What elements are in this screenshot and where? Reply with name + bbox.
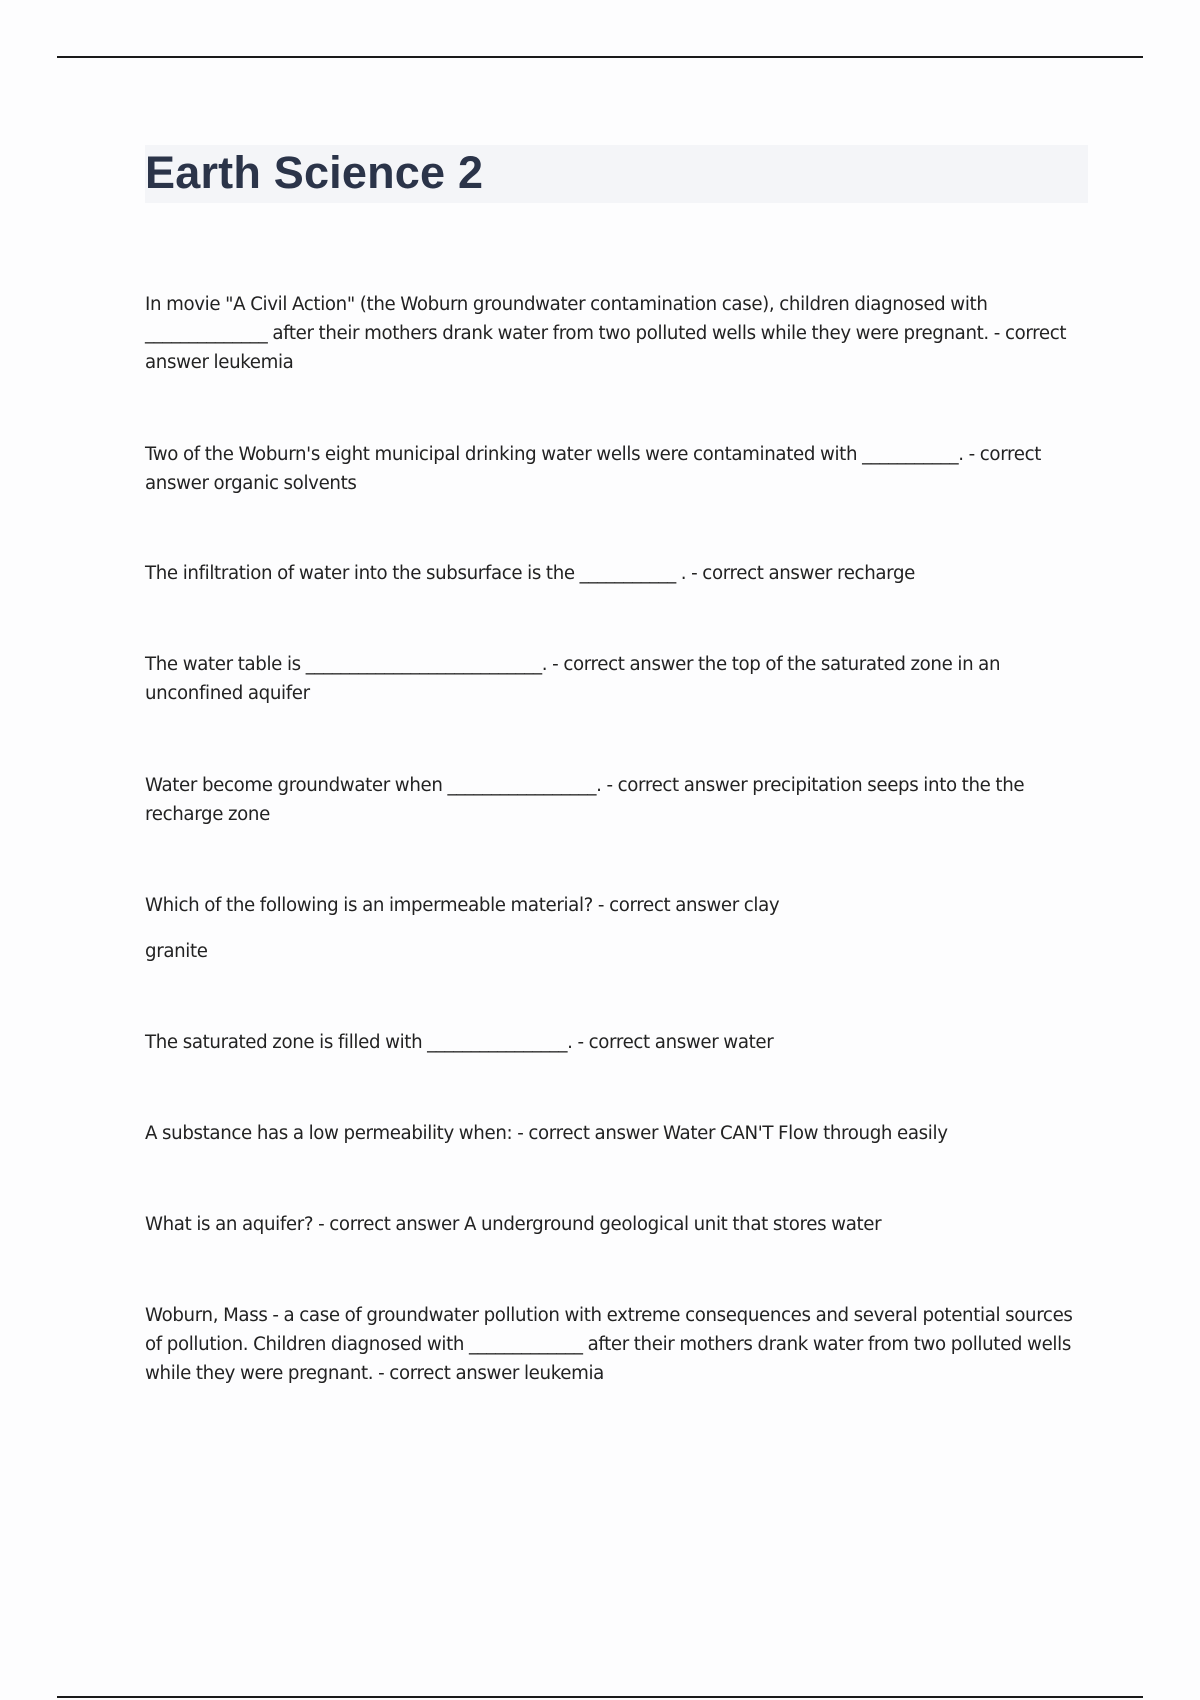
question-text: In movie "A Civil Action" (the Woburn groundwater contamination case), children diagnosed with ______________ after their mothers drank water from two polluted wells while they were pregnant. - [145, 294, 1000, 344]
qa-item-7 [145, 1028, 1085, 1057]
qa-item-9 [145, 1210, 1085, 1239]
answer-text: correct answer precipitation seeps into the the recharge zone [145, 775, 1025, 825]
question-text: The water table is ___________________________. - [145, 654, 559, 675]
answer-text: correct answer leukemia [145, 323, 1067, 373]
question-text: Which of the following is an impermeable material? - [145, 895, 605, 916]
answer-text: correct answer recharge [702, 563, 916, 584]
qa-item-1 [145, 290, 1085, 377]
answer-text: correct answer organic solvents [145, 444, 1042, 494]
answer-text: correct answer clay [609, 895, 780, 916]
answer-text: correct answer leukemia [389, 1363, 604, 1384]
answer-text: correct answer A underground geological unit that stores water [329, 1214, 882, 1235]
answer-text: correct answer water [588, 1032, 774, 1053]
page-title: Earth Science 2 [145, 147, 484, 198]
qa-item-10 [145, 1301, 1085, 1388]
question-text: A substance has a low permeability when: - [145, 1123, 524, 1144]
question-text: Water become groundwater when _________________. - [145, 775, 613, 796]
question-text: The saturated zone is filled with ________________. - [145, 1032, 584, 1053]
header-rule [57, 56, 1143, 58]
question-text: The infiltration of water into the subsurface is the ___________ . - [145, 563, 698, 584]
qa-item-3 [145, 559, 1085, 588]
qa-item-5 [145, 771, 1085, 829]
qa-item-6 [145, 891, 1085, 920]
question-text: What is an aquifer? - [145, 1214, 325, 1235]
question-text: Two of the Woburn's eight municipal drinking water wells were contaminated with ___________. - [145, 444, 975, 465]
footer-rule [57, 1696, 1143, 1698]
qa-item-4 [145, 650, 1085, 708]
question-text: Woburn, Mass - a case of groundwater pollution with extreme consequences and several potential sources of pollution. Children diagnosed with _____________ after their mothers drank water from two polluted wells while they were pregnant. - [145, 1305, 1073, 1384]
answer-text: correct answer the top of the saturated zone in an unconfined aquifer [145, 654, 1001, 704]
qa-item-8 [145, 1119, 1085, 1148]
answer-text: correct answer Water CAN'T Flow through easily [528, 1123, 948, 1144]
qa-item-6-extra-line: granite [145, 941, 208, 962]
qa-item-2 [145, 440, 1085, 498]
